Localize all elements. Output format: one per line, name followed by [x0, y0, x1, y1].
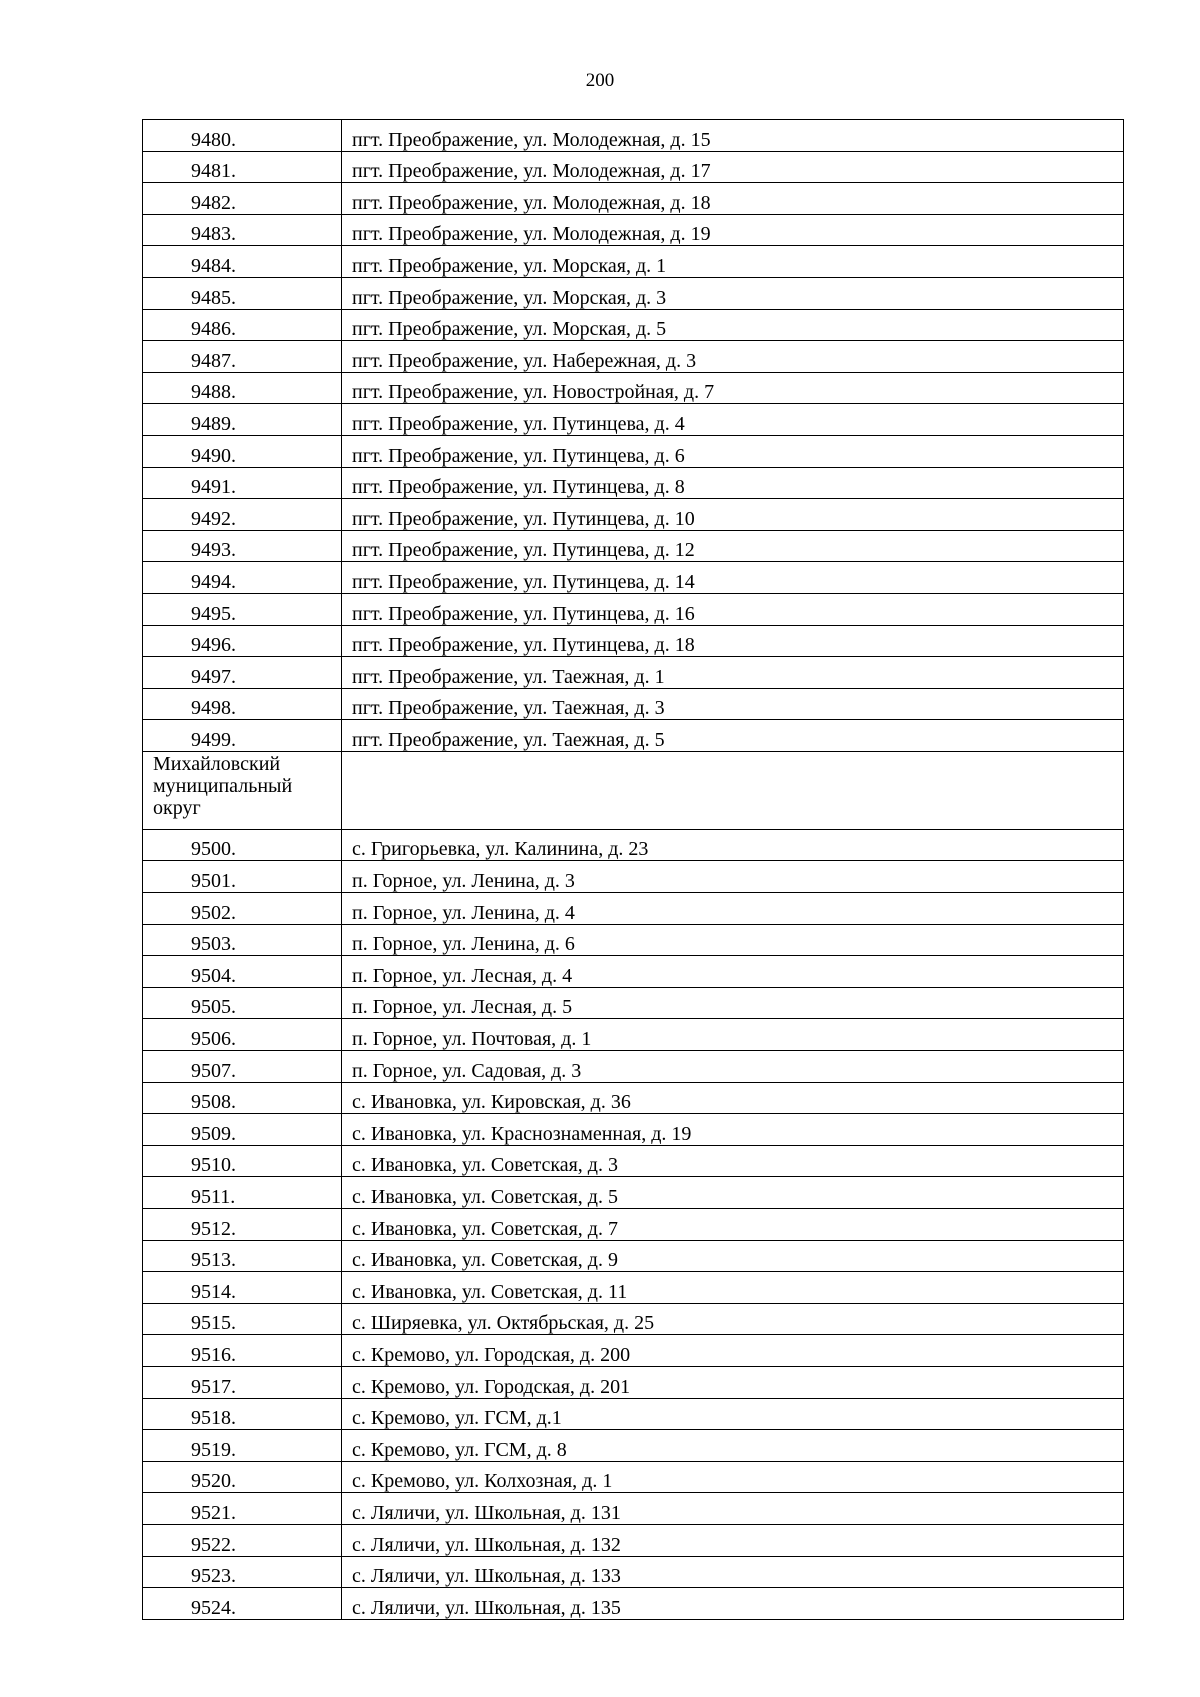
row-number: 9504.	[143, 956, 342, 988]
table-row	[143, 214, 1124, 246]
table-row	[143, 120, 1124, 152]
section-title: Михайловский муниципальный округ	[143, 751, 342, 829]
row-number: 9496.	[143, 625, 342, 657]
row-address: с. Ивановка, ул. Советская, д. 3	[342, 1145, 1124, 1177]
row-address: пгт. Преображение, ул. Новостройная, д. 7	[342, 372, 1124, 404]
row-number: 9517.	[143, 1366, 342, 1398]
row-number: 9497.	[143, 657, 342, 689]
row-number: 9523.	[143, 1556, 342, 1588]
table-row	[143, 625, 1124, 657]
row-number: 9502.	[143, 893, 342, 925]
row-number: 9501.	[143, 861, 342, 893]
table-row	[143, 277, 1124, 309]
table-row	[143, 404, 1124, 436]
row-address: пгт. Преображение, ул. Таежная, д. 5	[342, 720, 1124, 752]
row-number: 9482.	[143, 183, 342, 215]
row-address: пгт. Преображение, ул. Путинцева, д. 4	[342, 404, 1124, 436]
row-address: с. Ляличи, ул. Школьная, д. 131	[342, 1493, 1124, 1525]
row-address: пгт. Преображение, ул. Морская, д. 1	[342, 246, 1124, 278]
row-number: 9484.	[143, 246, 342, 278]
row-number: 9489.	[143, 404, 342, 436]
table-row	[143, 1051, 1124, 1083]
table-row	[143, 593, 1124, 625]
table-row	[143, 829, 1124, 861]
table-row	[143, 893, 1124, 925]
row-address: с. Ляличи, ул. Школьная, д. 133	[342, 1556, 1124, 1588]
address-table	[142, 119, 1124, 1620]
row-number: 9514.	[143, 1272, 342, 1304]
row-number: 9493.	[143, 530, 342, 562]
row-number: 9483.	[143, 214, 342, 246]
table-row	[143, 1398, 1124, 1430]
row-address: пгт. Преображение, ул. Молодежная, д. 18	[342, 183, 1124, 215]
row-address: с. Ивановка, ул. Советская, д. 7	[342, 1209, 1124, 1241]
table-row	[143, 1335, 1124, 1367]
table-row	[143, 720, 1124, 752]
row-address: с. Григорьевка, ул. Калинина, д. 23	[342, 829, 1124, 861]
table-row	[143, 1556, 1124, 1588]
table-row	[143, 309, 1124, 341]
table-row	[143, 562, 1124, 594]
row-address: пгт. Преображение, ул. Путинцева, д. 6	[342, 435, 1124, 467]
row-address: п. Горное, ул. Ленина, д. 3	[342, 861, 1124, 893]
row-address: пгт. Преображение, ул. Путинцева, д. 10	[342, 499, 1124, 531]
row-address: пгт. Преображение, ул. Путинцева, д. 8	[342, 467, 1124, 499]
row-number: 9508.	[143, 1082, 342, 1114]
row-number: 9518.	[143, 1398, 342, 1430]
row-address: с. Ивановка, ул. Советская, д. 11	[342, 1272, 1124, 1304]
row-number: 9486.	[143, 309, 342, 341]
row-number: 9480.	[143, 120, 342, 152]
row-number: 9498.	[143, 688, 342, 720]
row-number: 9512.	[143, 1209, 342, 1241]
row-address: пгт. Преображение, ул. Таежная, д. 1	[342, 657, 1124, 689]
table-row	[143, 467, 1124, 499]
row-address: пгт. Преображение, ул. Морская, д. 3	[342, 277, 1124, 309]
table-row	[143, 1366, 1124, 1398]
row-number: 9516.	[143, 1335, 342, 1367]
row-address: с. Ивановка, ул. Советская, д. 5	[342, 1177, 1124, 1209]
page-number: 200	[585, 70, 615, 91]
table-row	[143, 499, 1124, 531]
row-address: с. Кремово, ул. ГСМ, д.1	[342, 1398, 1124, 1430]
table-row	[143, 956, 1124, 988]
table-row	[143, 246, 1124, 278]
row-number: 9487.	[143, 341, 342, 373]
row-number: 9485.	[143, 277, 342, 309]
row-address: п. Горное, ул. Ленина, д. 4	[342, 893, 1124, 925]
table-row	[143, 151, 1124, 183]
table-row	[143, 688, 1124, 720]
row-address: пгт. Преображение, ул. Морская, д. 5	[342, 309, 1124, 341]
row-address: пгт. Преображение, ул. Путинцева, д. 14	[342, 562, 1124, 594]
table-row	[143, 530, 1124, 562]
section-header-row	[143, 751, 1124, 829]
table-row	[143, 183, 1124, 215]
row-address: пгт. Преображение, ул. Таежная, д. 3	[342, 688, 1124, 720]
table-row	[143, 1303, 1124, 1335]
table-row	[143, 1082, 1124, 1114]
row-number: 9494.	[143, 562, 342, 594]
table-row	[143, 1177, 1124, 1209]
row-number: 9490.	[143, 435, 342, 467]
row-number: 9510.	[143, 1145, 342, 1177]
row-number: 9503.	[143, 924, 342, 956]
row-address: п. Горное, ул. Почтовая, д. 1	[342, 1019, 1124, 1051]
row-address: пгт. Преображение, ул. Молодежная, д. 19	[342, 214, 1124, 246]
table-row	[143, 1114, 1124, 1146]
row-address: п. Горное, ул. Садовая, д. 3	[342, 1051, 1124, 1083]
table-row	[143, 987, 1124, 1019]
row-number: 9509.	[143, 1114, 342, 1146]
row-address: с. Кремово, ул. ГСМ, д. 8	[342, 1430, 1124, 1462]
table-row	[143, 1493, 1124, 1525]
row-number: 9519.	[143, 1430, 342, 1462]
row-address: с. Ивановка, ул. Кировская, д. 36	[342, 1082, 1124, 1114]
row-number: 9506.	[143, 1019, 342, 1051]
table-row	[143, 1430, 1124, 1462]
row-number: 9500.	[143, 829, 342, 861]
table-row	[143, 372, 1124, 404]
row-number: 9520.	[143, 1461, 342, 1493]
table-row	[143, 1588, 1124, 1620]
row-address: с. Ширяевка, ул. Октябрьская, д. 25	[342, 1303, 1124, 1335]
row-address: п. Горное, ул. Ленина, д. 6	[342, 924, 1124, 956]
row-number: 9515.	[143, 1303, 342, 1335]
row-number: 9524.	[143, 1588, 342, 1620]
row-number: 9491.	[143, 467, 342, 499]
table-row	[143, 1272, 1124, 1304]
row-number: 9505.	[143, 987, 342, 1019]
table-row	[143, 1145, 1124, 1177]
row-number: 9507.	[143, 1051, 342, 1083]
row-address: с. Ляличи, ул. Школьная, д. 135	[342, 1588, 1124, 1620]
row-address: пгт. Преображение, ул. Набережная, д. 3	[342, 341, 1124, 373]
table-row	[143, 861, 1124, 893]
table-body	[143, 120, 1124, 1620]
row-address: с. Кремово, ул. Городская, д. 201	[342, 1366, 1124, 1398]
row-number: 9481.	[143, 151, 342, 183]
table-row	[143, 1524, 1124, 1556]
row-address: п. Горное, ул. Лесная, д. 4	[342, 956, 1124, 988]
row-number: 9492.	[143, 499, 342, 531]
section-empty-cell	[342, 751, 1124, 829]
row-number: 9522.	[143, 1524, 342, 1556]
row-number: 9495.	[143, 593, 342, 625]
table-row	[143, 1461, 1124, 1493]
row-address: пгт. Преображение, ул. Молодежная, д. 17	[342, 151, 1124, 183]
row-address: с. Ивановка, ул. Советская, д. 9	[342, 1240, 1124, 1272]
row-number: 9513.	[143, 1240, 342, 1272]
row-address: пгт. Преображение, ул. Молодежная, д. 15	[342, 120, 1124, 152]
row-number: 9499.	[143, 720, 342, 752]
row-address: п. Горное, ул. Лесная, д. 5	[342, 987, 1124, 1019]
row-address: с. Кремово, ул. Колхозная, д. 1	[342, 1461, 1124, 1493]
table-row	[143, 924, 1124, 956]
table-row	[143, 1240, 1124, 1272]
table-row	[143, 1209, 1124, 1241]
row-address: пгт. Преображение, ул. Путинцева, д. 12	[342, 530, 1124, 562]
row-address: пгт. Преображение, ул. Путинцева, д. 16	[342, 593, 1124, 625]
row-address: с. Ляличи, ул. Школьная, д. 132	[342, 1524, 1124, 1556]
table-row	[143, 341, 1124, 373]
row-number: 9521.	[143, 1493, 342, 1525]
row-number: 9511.	[143, 1177, 342, 1209]
table-row	[143, 1019, 1124, 1051]
row-address: с. Кремово, ул. Городская, д. 200	[342, 1335, 1124, 1367]
row-address: с. Ивановка, ул. Краснознаменная, д. 19	[342, 1114, 1124, 1146]
table-row	[143, 435, 1124, 467]
row-address: пгт. Преображение, ул. Путинцева, д. 18	[342, 625, 1124, 657]
row-number: 9488.	[143, 372, 342, 404]
table-row	[143, 657, 1124, 689]
